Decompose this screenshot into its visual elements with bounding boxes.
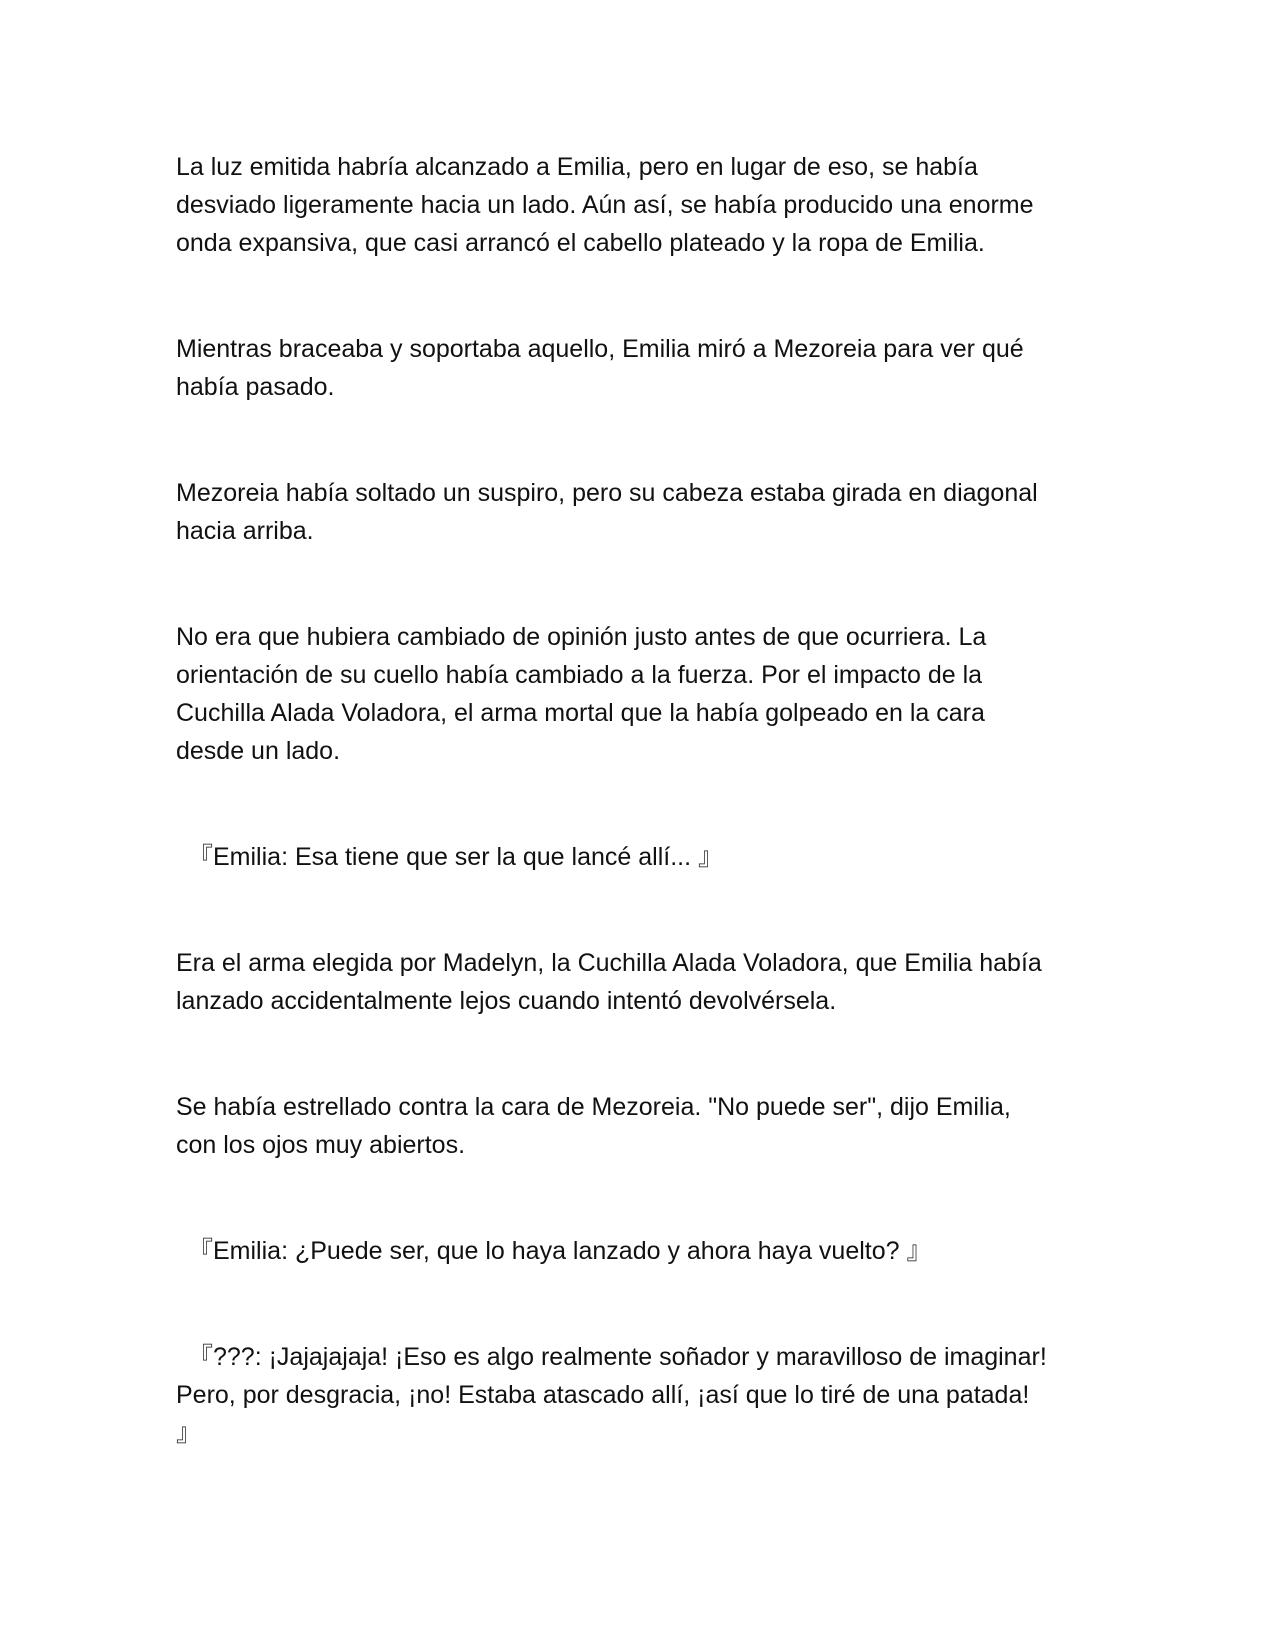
paragraph-3 <box>176 474 1106 550</box>
text-line: Se había estrellado contra la cara de Mezoreia. "No puede ser", dijo Emilia, <box>176 1093 1011 1121</box>
text-line: La luz emitida habría alcanzado a Emilia, pero en lugar de eso, se había <box>176 153 978 181</box>
text-line: con los ojos muy abiertos. <box>176 1131 466 1159</box>
dialog-line: 『Emilia: ¿Puede ser, que lo haya lanzado y ahora haya vuelto? 』 <box>188 1237 932 1265</box>
dialog-line: 』 <box>176 1419 202 1447</box>
dialog-unknown <box>176 1338 1106 1452</box>
paragraph-4 <box>176 618 1106 770</box>
text-line: lanzado accidentalmente lejos cuando intentó devolvérsela. <box>176 987 837 1015</box>
text-line: No era que hubiera cambiado de opinión justo antes de que ocurriera. La <box>176 623 987 651</box>
dialog-line: 『???: ¡Jajajajaja! ¡Eso es algo realmente soñador y maravilloso de imaginar! <box>188 1343 1047 1371</box>
paragraph-7 <box>176 1088 1106 1164</box>
text-line: desde un lado. <box>176 737 341 765</box>
text-line: Mezoreia había soltado un suspiro, pero su cabeza estaba girada en diagonal <box>176 479 1038 507</box>
text-line: había pasado. <box>176 373 335 401</box>
document-body <box>176 148 1106 1520</box>
paragraph-2 <box>176 330 1106 406</box>
text-line: hacia arriba. <box>176 517 314 545</box>
text-line: Era el arma elegida por Madelyn, la Cuchilla Alada Voladora, que Emilia había <box>176 949 1042 977</box>
dialog-line: Pero, por desgracia, ¡no! Estaba atascado allí, ¡así que lo tiré de una patada! <box>176 1381 1030 1409</box>
dialog-emilia-1 <box>176 838 1106 876</box>
paragraph-6 <box>176 944 1106 1020</box>
dialog-line: 『Emilia: Esa tiene que ser la que lancé allí... 』 <box>188 843 723 871</box>
paragraph-1 <box>176 148 1106 262</box>
text-line: Cuchilla Alada Voladora, el arma mortal que la había golpeado en la cara <box>176 699 985 727</box>
text-line: orientación de su cuello había cambiado a la fuerza. Por el impacto de la <box>176 661 983 689</box>
text-line: onda expansiva, que casi arrancó el cabello plateado y la ropa de Emilia. <box>176 229 985 257</box>
text-line: Mientras braceaba y soportaba aquello, Emilia miró a Mezoreia para ver qué <box>176 335 1024 363</box>
dialog-emilia-2 <box>176 1232 1106 1270</box>
text-line: desviado ligeramente hacia un lado. Aún así, se había producido una enorme <box>176 191 1034 219</box>
